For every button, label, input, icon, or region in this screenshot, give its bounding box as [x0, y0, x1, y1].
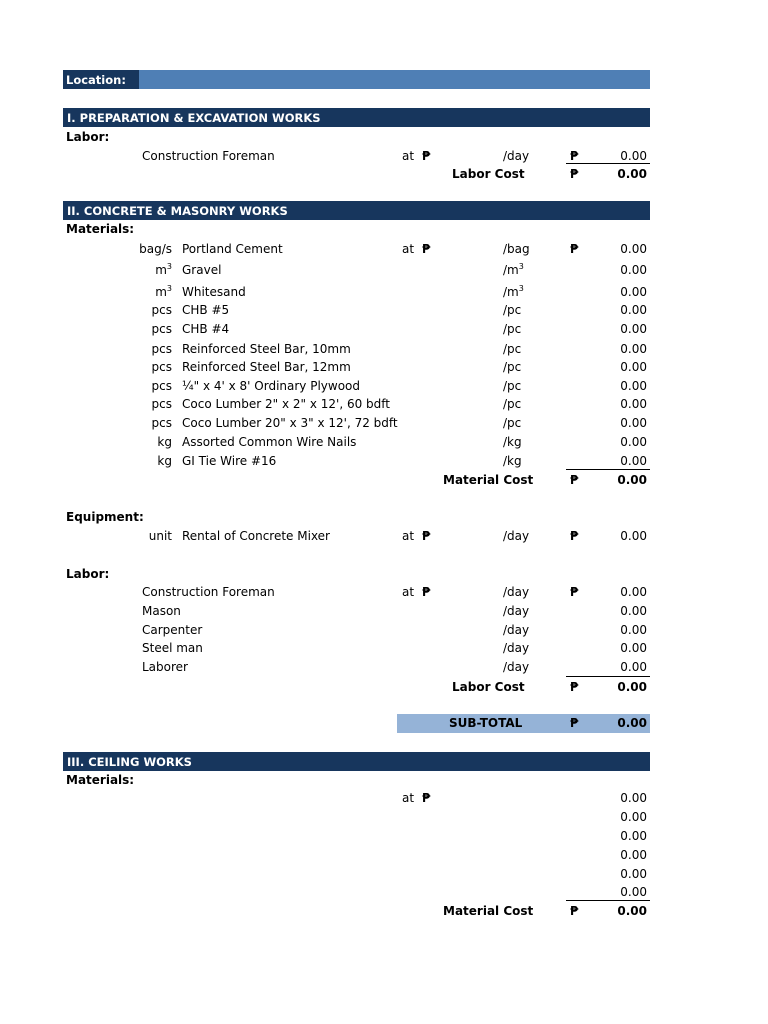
rate-unit	[503, 284, 524, 300]
amount-cell: 0.00	[620, 810, 647, 824]
labor-cost-label: Labor Cost	[452, 167, 525, 181]
subtotal-label: SUB-TOTAL	[449, 716, 523, 730]
item-description: Steel man	[142, 641, 203, 655]
unit-cell: pcs	[151, 397, 172, 411]
unit-cell: bag/s	[139, 242, 172, 256]
at-label: at	[402, 791, 415, 805]
rate-unit: /day	[503, 529, 530, 543]
location-label-cell	[63, 70, 139, 89]
peso-sign: ₱	[570, 585, 579, 599]
amount-cell: 0.00	[620, 285, 647, 299]
unit-cell: pcs	[151, 322, 172, 336]
rate-unit: /day	[503, 660, 530, 674]
amount-cell: 0.00	[620, 242, 647, 256]
rate-unit	[503, 262, 524, 278]
item-description: Laborer	[142, 660, 188, 674]
rate-unit: /day	[503, 604, 530, 618]
amount-cell: 0.00	[620, 867, 647, 881]
item-description: Construction Foreman	[142, 149, 275, 163]
unit-cell: unit	[148, 529, 172, 543]
peso-sign: ₱	[570, 716, 579, 730]
equipment-label: Equipment:	[66, 510, 144, 524]
unit-cell: pcs	[151, 360, 172, 374]
amount-cell: 0.00	[620, 641, 647, 655]
unit-cell	[110, 262, 172, 278]
location-label: Location:	[66, 73, 126, 87]
peso-sign: ₱	[570, 473, 579, 487]
amount-cell: 0.00	[620, 660, 647, 674]
amount-cell: 0.00	[620, 604, 647, 618]
peso-sign: ₱	[422, 585, 431, 599]
item-description: Portland Cement	[182, 242, 283, 256]
item-description: Carpenter	[142, 623, 203, 637]
amount-cell: 0.00	[620, 885, 647, 899]
rate-unit: /pc	[503, 379, 522, 393]
amount-cell: 0.00	[620, 360, 647, 374]
unit-cell-text: m	[155, 263, 167, 277]
peso-sign: ₱	[422, 791, 431, 805]
peso-sign: ₱	[570, 242, 579, 256]
peso-sign: ₱	[570, 680, 579, 694]
rate-unit: /pc	[503, 322, 522, 336]
superscript: 3	[166, 262, 172, 271]
rate-unit: /pc	[503, 303, 522, 317]
rate-unit: /bag	[503, 242, 530, 256]
labor-cost-total: 0.00	[617, 680, 647, 694]
at-label: at	[402, 149, 415, 163]
unit-cell-text: m	[155, 285, 167, 299]
amount-cell: 0.00	[620, 397, 647, 411]
section-title: II. CONCRETE & MASONRY WORKS	[67, 204, 288, 218]
rate-unit: /pc	[503, 397, 522, 411]
amount-cell: 0.00	[620, 435, 647, 449]
item-description: Mason	[142, 604, 181, 618]
item-description: Gravel	[182, 263, 222, 277]
item-description: Whitesand	[182, 285, 246, 299]
unit-cell: pcs	[151, 379, 172, 393]
rate-unit: /day	[503, 149, 530, 163]
rate-unit: /pc	[503, 360, 522, 374]
item-description: GI Tie Wire #16	[182, 454, 277, 468]
total-rule	[566, 900, 650, 901]
amount-cell: 0.00	[620, 585, 647, 599]
material-cost-label: Material Cost	[443, 904, 534, 918]
peso-sign: ₱	[422, 149, 431, 163]
unit-cell: pcs	[151, 416, 172, 430]
rate-unit: /pc	[503, 416, 522, 430]
item-description: Reinforced Steel Bar, 10mm	[182, 342, 351, 356]
peso-sign: ₱	[422, 529, 431, 543]
total-rule	[566, 163, 650, 164]
item-description: CHB #5	[182, 303, 230, 317]
item-description: Reinforced Steel Bar, 12mm	[182, 360, 351, 374]
labor-cost-label: Labor Cost	[452, 680, 525, 694]
materials-label: Materials:	[66, 222, 135, 236]
unit-cell: pcs	[151, 342, 172, 356]
amount-cell: 0.00	[620, 416, 647, 430]
at-label: at	[402, 242, 415, 256]
peso-sign: ₱	[570, 149, 579, 163]
material-cost-total: 0.00	[617, 904, 647, 918]
amount-cell: 0.00	[620, 829, 647, 843]
superscript: 3	[518, 262, 524, 271]
at-label: at	[402, 529, 415, 543]
item-description: Coco Lumber 2" x 2" x 12', 60 bdft	[182, 397, 390, 411]
amount-cell: 0.00	[620, 529, 647, 543]
superscript: 3	[518, 284, 524, 293]
amount-cell: 0.00	[620, 303, 647, 317]
unit-cell: kg	[157, 435, 172, 449]
amount-cell: 0.00	[620, 454, 647, 468]
rate-unit-text: /m	[503, 285, 519, 299]
section-title: III. CEILING WORKS	[67, 755, 192, 769]
rate-unit: /day	[503, 641, 530, 655]
unit-cell: pcs	[151, 303, 172, 317]
item-description: Rental of Concrete Mixer	[182, 529, 330, 543]
item-description: ¼" x 4' x 8' Ordinary Plywood	[182, 379, 361, 393]
item-description: CHB #4	[182, 322, 230, 336]
amount-cell: 0.00	[620, 791, 647, 805]
amount-cell: 0.00	[620, 848, 647, 862]
superscript: 3	[166, 284, 172, 293]
labor-label: Labor:	[66, 567, 110, 581]
location-bar	[63, 70, 650, 89]
rate-unit: /kg	[503, 435, 522, 449]
amount-cell: 0.00	[620, 623, 647, 637]
material-cost-total: 0.00	[617, 473, 647, 487]
amount-cell: 0.00	[620, 149, 647, 163]
section-header-concrete-masonry	[63, 201, 650, 220]
section-header-preparation	[63, 108, 650, 127]
subtotal-value: 0.00	[617, 716, 647, 730]
peso-sign: ₱	[570, 529, 579, 543]
total-rule	[566, 676, 650, 677]
rate-unit: /day	[503, 623, 530, 637]
at-label: at	[402, 585, 415, 599]
rate-unit: /kg	[503, 454, 522, 468]
peso-sign: ₱	[570, 167, 579, 181]
section-header-ceiling	[63, 752, 650, 771]
total-rule	[566, 469, 650, 470]
amount-cell: 0.00	[620, 263, 647, 277]
peso-sign: ₱	[570, 904, 579, 918]
rate-unit: /day	[503, 585, 530, 599]
item-description: Coco Lumber 20" x 3" x 12', 72 bdft	[182, 416, 398, 430]
materials-label: Materials:	[66, 773, 135, 787]
material-cost-label: Material Cost	[443, 473, 534, 487]
section-title: I. PREPARATION & EXCAVATION WORKS	[67, 111, 321, 125]
item-description: Assorted Common Wire Nails	[182, 435, 357, 449]
unit-cell	[110, 284, 172, 300]
rate-unit-text: /m	[503, 263, 519, 277]
amount-cell: 0.00	[620, 342, 647, 356]
item-description: Construction Foreman	[142, 585, 275, 599]
labor-cost-total: 0.00	[617, 167, 647, 181]
rate-unit: /pc	[503, 342, 522, 356]
unit-cell: kg	[157, 454, 172, 468]
subtotal-bar	[397, 714, 650, 733]
amount-cell: 0.00	[620, 379, 647, 393]
amount-cell: 0.00	[620, 322, 647, 336]
peso-sign: ₱	[422, 242, 431, 256]
labor-label: Labor:	[66, 130, 110, 144]
